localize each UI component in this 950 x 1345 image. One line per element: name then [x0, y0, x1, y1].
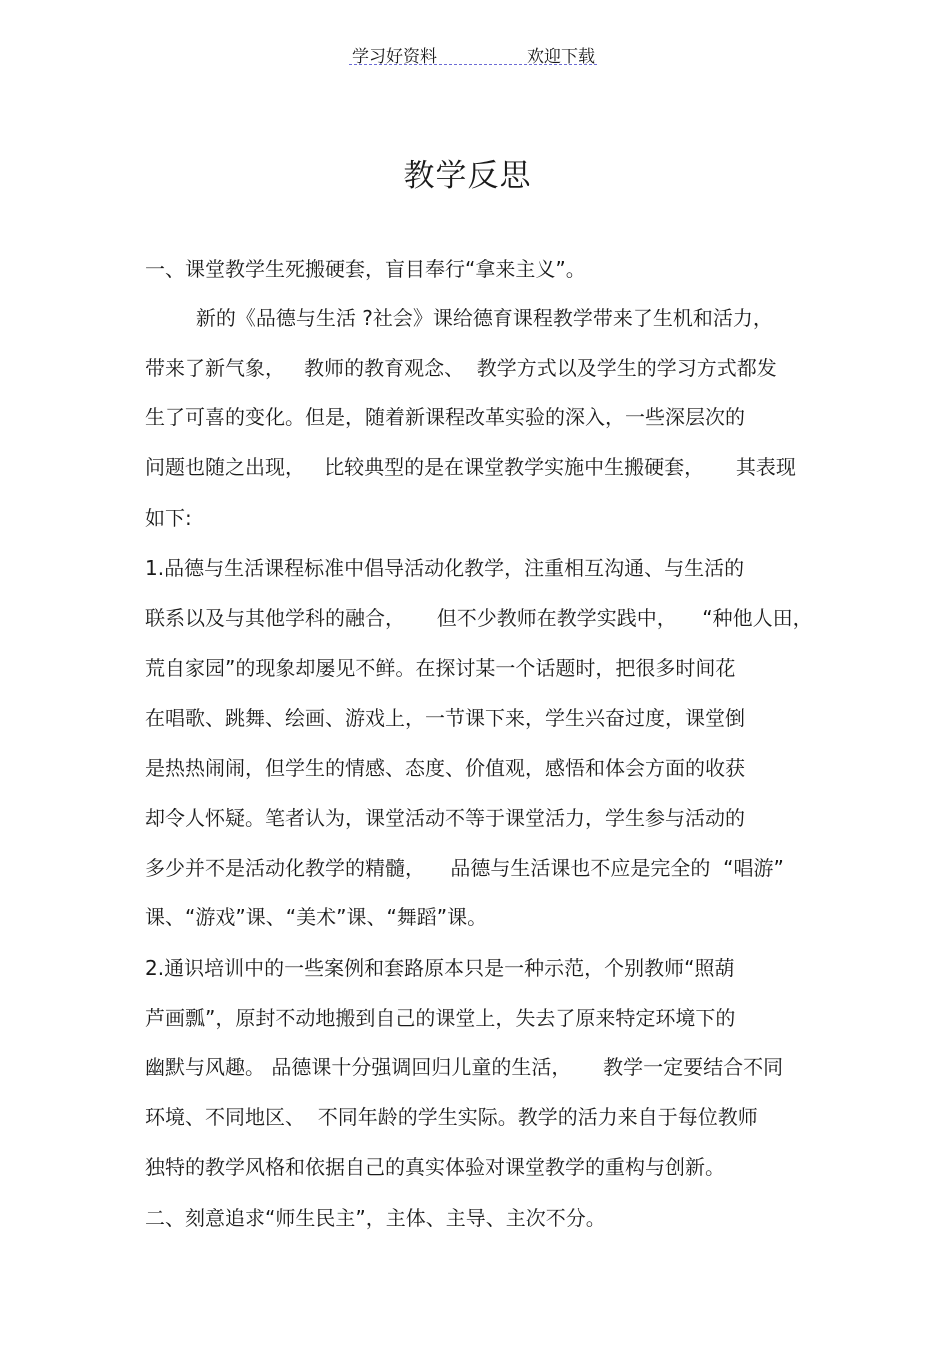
body-line: 生了可喜的变化。但是，随着新课程改革实验的深入，一些深层次的 — [145, 405, 745, 429]
body-line: 2.通识培训中的一些案例和套路原本只是一种示范，个别教师“照葫 — [145, 956, 735, 980]
header-right-text: 欢迎下载 — [527, 47, 595, 67]
document-title: 教学反思 — [403, 158, 532, 194]
body-line: 独特的教学风格和依据自己的真实体验对课堂教学的重构与创新。 — [145, 1155, 725, 1179]
body-line: 1.品德与生活课程标准中倡导活动化教学，注重相互沟通、与生活的 — [145, 556, 745, 580]
body-line: 荒自家园”的现象却屡见不鲜。在探讨某一个话题时，把很多时间花 — [145, 656, 736, 680]
body-line: 问题也随之出现， 比较典型的是在课堂教学实施中生搬硬套， 其表现 — [145, 455, 796, 479]
header-left-text: 学习好资料 — [352, 47, 437, 67]
body-line: 在唱歌、跳舞、绘画、游戏上，一节课下来，学生兴奋过度，课堂倒 — [145, 706, 745, 730]
body-line: 芦画瓢”，原封不动地搬到自己的课堂上，失去了原来特定环境下的 — [145, 1006, 736, 1030]
body-line: 新的《品德与生活 ?社会》课给德育课程教学带来了生机和活力， — [145, 306, 773, 330]
body-line: 二、刻意追求“师生民主”，主体、主导、主次不分。 — [145, 1206, 606, 1230]
body-line: 多少并不是活动化教学的精髓， 品德与生活课也不应是完全的 “唱游” — [145, 856, 784, 880]
page-header — [349, 40, 597, 65]
body-line: 是热热闹闹，但学生的情感、态度、价值观，感悟和体会方面的收获 — [145, 756, 745, 780]
body-line: 如下: — [145, 506, 192, 530]
body-line: 却令人怀疑。笔者认为，课堂活动不等于课堂活力，学生参与活动的 — [145, 806, 745, 830]
body-line: 幽默与风趣。 品德课十分强调回归儿童的生活， 教学一定要结合不同 — [145, 1055, 784, 1079]
body-line: 一、课堂教学生死搬硬套，盲目奉行“拿来主义”。 — [145, 257, 586, 281]
body-line: 联系以及与其他学科的融合， 但不少教师在教学实践中， “种他人田， — [145, 606, 813, 630]
body-line: 带来了新气象， 教师的教育观念、 教学方式以及学生的学习方式都发 — [145, 356, 777, 380]
body-line: 环境、不同地区、 不同年龄的学生实际。教学的活力来自于每位教师 — [145, 1105, 758, 1129]
body-line: 课、“游戏”课、“美术”课、“舞蹈”课。 — [145, 905, 488, 929]
